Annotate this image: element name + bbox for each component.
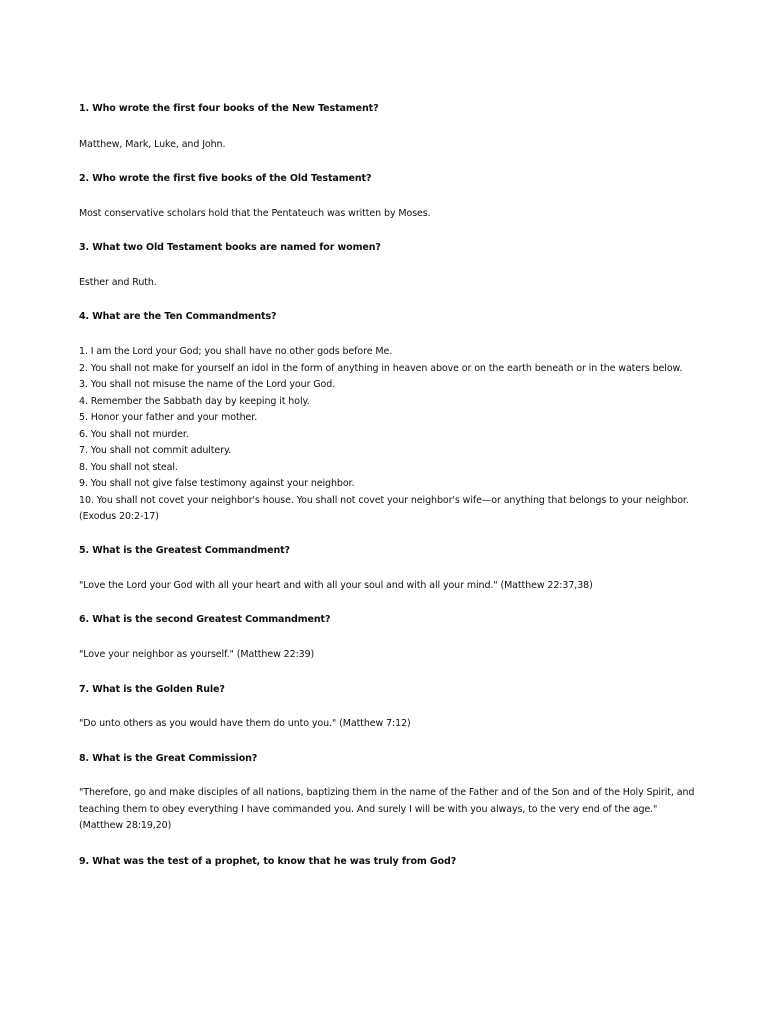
question-2: 2. Who wrote the first five books of the Old Testament? <box>79 173 372 184</box>
question-6: 6. What is the second Greatest Commandment? <box>79 614 331 625</box>
question-7: 7. What is the Golden Rule? <box>79 684 225 695</box>
commandment-1: 1. I am the Lord your God; you shall have no other gods before Me. <box>79 346 393 357</box>
commandment-5: 5. Honor your father and your mother. <box>79 412 258 423</box>
document-page <box>79 0 704 1024</box>
question-9: 9. What was the test of a prophet, to know that he was truly from God? <box>79 856 457 867</box>
answer-7: "Do unto others as you would have them do unto you." (Matthew 7:12) <box>79 718 411 729</box>
answer-6: "Love your neighbor as yourself." (Matthew 22:39) <box>79 649 315 660</box>
question-5: 5. What is the Greatest Commandment? <box>79 545 290 556</box>
question-3: 3. What two Old Testament books are named for women? <box>79 242 381 253</box>
commandment-10: 10. You shall not covet your neighbor's house. You shall not covet your neighbor's wife—or anything that belongs to your neighbor. (Exodus 20:2-17) <box>79 494 689 522</box>
commandment-3: 3. You shall not misuse the name of the Lord your God. <box>79 379 336 390</box>
commandment-4: 4. Remember the Sabbath day by keeping it holy. <box>79 395 310 407</box>
answer-2: Most conservative scholars hold that the Pentateuch was written by Moses. <box>79 208 431 219</box>
answer-8: "Therefore, go and make disciples of all nations, baptizing them in the name of the Father and of the Son and of the Holy Spirit, and teaching them to obey everything I have commanded you. And surely I will be with you always, to the very end of the age." (Matthew 28:19,20) <box>79 787 695 831</box>
question-1: 1. Who wrote the first four books of the New Testament? <box>79 103 379 114</box>
answer-3: Esther and Ruth. <box>79 277 157 288</box>
commandment-2: 2. You shall not make for yourself an idol in the form of anything in heaven above or on the earth beneath or in the waters below. <box>79 362 683 374</box>
question-4: 4. What are the Ten Commandments? <box>79 311 277 322</box>
answer-1: Matthew, Mark, Luke, and John. <box>79 139 226 150</box>
answer-5: "Love the Lord your God with all your heart and with all your soul and with all your mind." (Matthew 22:37,38) <box>79 580 593 591</box>
commandment-7: 7. You shall not commit adultery. <box>79 445 232 456</box>
commandment-8: 8. You shall not steal. <box>79 461 178 473</box>
commandment-9: 9. You shall not give false testimony against your neighbor. <box>79 478 355 489</box>
question-8: 8. What is the Great Commission? <box>79 753 258 764</box>
commandment-6: 6. You shall not murder. <box>79 428 189 440</box>
